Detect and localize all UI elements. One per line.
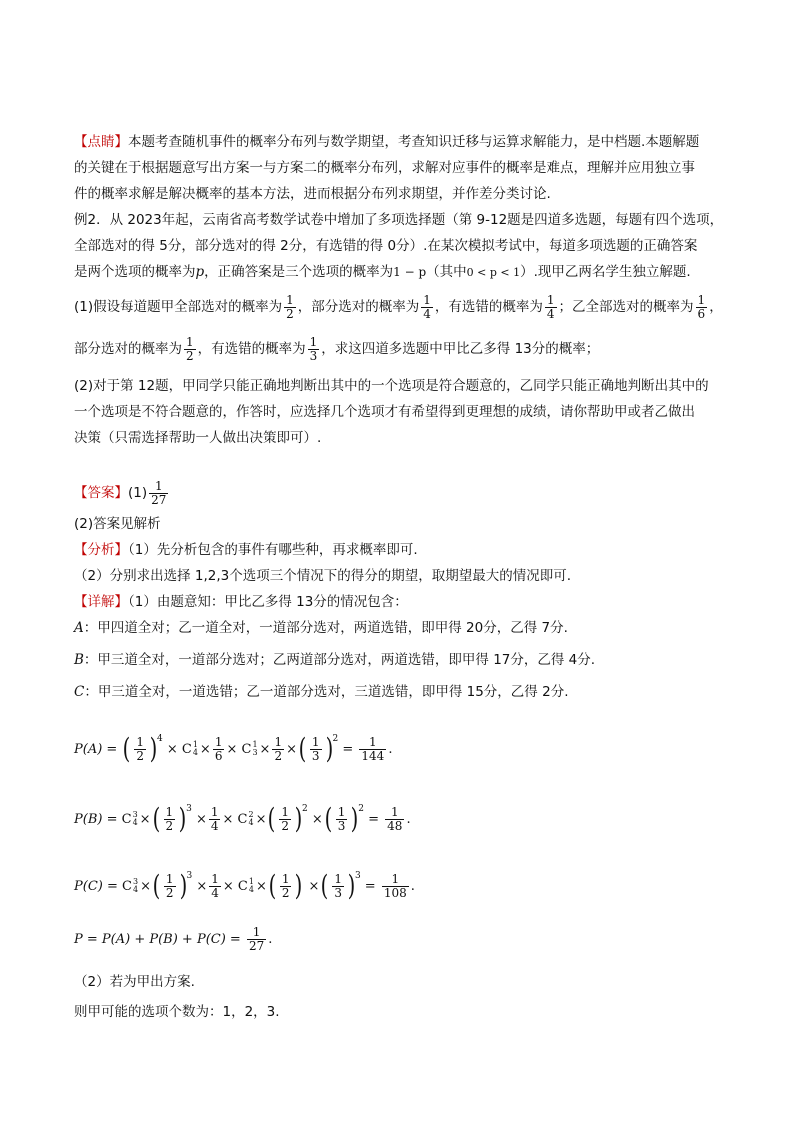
formula-pb: P(B) = C 3 4 × ( $\frac{1}{2}$ ) 3 × $\frac{1}{4}$ × C 2 4 × ( $\frac{1}{2}$ ) 2 × ( $\frac{1}{3}$ ) 2 = $\frac{1}{48}$ . [74,802,411,835]
analysis-line-1: 【分析】（1）先分析包含的事件有哪些种，再求概率即可. [74,542,418,558]
answer-line-2: (2)答案见解析 [74,516,161,532]
fraction-half: $\frac{1}{2}$ [286,292,294,321]
dianjing-tag: 【点睛】 [74,134,128,150]
formula-p-total: P = P(A) + P(B) + P(C) = $\frac{1}{27}$ . [74,925,273,953]
question-1-line-2: 部分选对的概率为 $\frac{1}{2}$ ，有选错的概率为 $\frac{1}{3}$ ，求这四道多选题中甲比乙多得 13分的概率； [74,334,600,363]
fraction-p-total: $\frac{1}{27}$ [248,925,265,953]
question-2-line-2: 一个选项是不符合题意的，作答时，应选择几个选项才有希望得到更理想的成绩，请你帮助甲或者乙做出 [74,404,695,420]
analysis-line-2: （2）分别求出选择 1,2,3个选项三个情况下的得分的期望，取期望最大的情况即可. [74,568,572,584]
fraction-quarter: $\frac{1}{4}$ [423,292,431,321]
formula-pa: P(A) = ( $\frac{1}{2}$ ) 4 × C 1 4 × $\frac{1}{6}$ × C 1 3 × $\frac{1}{2}$ × ( $\frac{1}{3}$ ) 2 = $\frac{1}{144}$ . [74,732,393,765]
analysis-tag: 【分析】 [74,542,128,558]
fraction-half: $\frac{1}{2}$ [186,334,194,363]
dianjing-line-2: 的关键在于根据题意写出方案一与方案二的概率分布列，求解对应事件的概率是难点，理解并应用独立事 [74,160,695,176]
fraction-pc: $\frac{1}{108}$ [383,871,407,900]
example-line-1: 例2．从 2023年起，云南省高考数学试卷中增加了多项选择题（第 9-12题是四道多选题，每题有四个选项， [74,212,724,228]
example-line-3: 是两个选项的概率为p，正确答案是三个选项的概率为1 − p（其中0 < p < 1）.现甲乙两名学生独立解题. [74,264,691,280]
fraction-pa: $\frac{1}{144}$ [361,734,385,763]
case-b-line: B：甲三道全对，一道部分选对；乙两道部分选对，两道选错，即甲得 17分，乙得 4分. [74,652,596,668]
solution-2-line-1: （2）若为甲出方案. [74,974,195,990]
formula-pc: P(C) = C 3 4 × ( $\frac{1}{2}$ ) 3 × $\frac{1}{4}$ × C 1 4 × ( $\frac{1}{2}$ ) × ( $\frac{1}{3}$ ) 3 = $\frac{1}{108}$ . [74,869,415,902]
dianjing-line-3: 件的概率求解是解决概率的基本方法，进而根据分布列求期望，并作差分类讨论. [74,186,551,202]
question-1-line-1: (1)假设每道题甲全部选对的概率为 $\frac{1}{2}$ ，部分选对的概率为 $\frac{1}{4}$ ，有选错的概率为 $\frac{1}{4}$ ；乙全部选对的概率为 $\frac{1}{6}$ ， [74,292,723,321]
question-2-line-1: (2)对于第 12题，甲同学只能正确地判断出其中的一个选项是符合题意的，乙同学只能正确地判断出其中的 [74,378,709,394]
example-line-2: 全部选对的得 5分，部分选对的得 2分，有选错的得 0分）.在某次模拟考试中，每道多项选题的正确答案 [74,238,698,254]
case-c-line: C：甲三道全对，一道选错；乙一道部分选对，三道选错，即甲得 15分，乙得 2分. [74,684,569,700]
case-a-line: A：甲四道全对；乙一道全对，一道部分选对，两道选错，即甲得 20分，乙得 7分. [74,620,568,636]
answer-tag: 【答案】 [74,485,128,501]
detail-line-1: 【详解】（1）由题意知：甲比乙多得 13分的情况包含： [74,594,408,610]
fraction-third: $\frac{1}{3}$ [309,334,318,363]
question-2-line-3: 决策（只需选择帮助一人做出决策即可）. [74,430,322,446]
answer-line-1: 【答案】(1) $\frac{1}{27}$ [74,478,167,507]
solution-2-line-2: 则甲可能的选项个数为：1，2，3. [74,1004,280,1020]
fraction-sixth: $\frac{1}{6}$ [697,292,706,321]
fraction-pb: $\frac{1}{48}$ [387,804,403,833]
fraction-quarter: $\frac{1}{4}$ [546,292,555,321]
fraction-answer: $\frac{1}{27}$ [151,478,167,507]
dianjing-line-1: 【点睛】本题考查随机事件的概率分布列与数学期望，考查知识迁移与运算求解能力，是中档题.本题解题 [74,134,700,150]
detail-tag: 【详解】 [74,594,128,610]
